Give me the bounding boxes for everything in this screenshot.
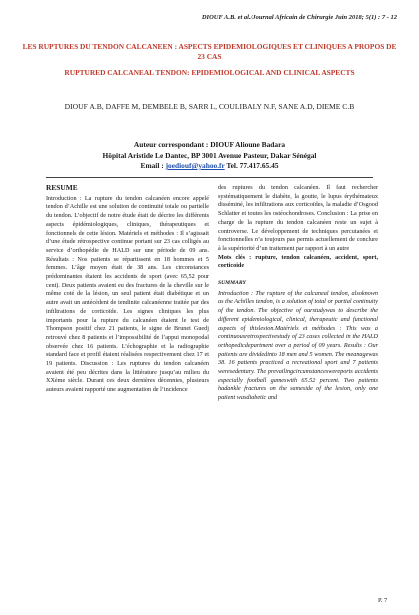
corresponding-author: Auteur correspondant : DIOUF Alioune Badara [133,140,286,149]
author-address: Hôpital Aristide Le Dantec, BP 3001 Avenue Pasteur, Dakar Sénégal [102,150,317,160]
email-link[interactable]: joediouf@yahoo.fr [165,161,225,170]
column-right [218,184,378,403]
title-block [20,42,399,78]
title-french: LES RUPTURES DU TENDON CALCANEEN : ASPECTS EPIDEMIOLOGIQUES ET CLINIQUES A PROPOS DE 23 CAS [22,42,397,61]
resume-text-part1: Introduction : La rupture du tendon calcanéen encore appelé tendon d’Achille est une solution de continuité totale ou partielle du tendon. L’objectif de notre étude était de décrire les différents aspects épidémiologiques, cliniques, thérapeutiques et fonctionnels de cette lésion. Matériels et méthodes : Il s’agissait d’une étude rétrospective continue portant sur 23 cas colligés au service d’orthopédie de HALD sur une période de 09 ans. Résultats : Nos patients se répartissent en 18 hommes et 5 femmes. L’âge moyen était de 38 ans. Les circonstances prédominantes étaient les accidents de sport (avec 65,52 pour cent). Deux patients avaient eu des fractures de la cheville sur le même coté de la lésion, un seul patient était diabétique et un autre avait un antécédent de tendinite calcanéenne traitée par des infiltrations de corticoïde. Les signes cliniques les plus importants pour la rupture du calcanéen étaient le test de Thompson positif chez 21 patients, le signe de Brunet Guedj retrouvé chez 8 patients et l’impossibilité de l’appui monopodal observée chez 16 patients. L’échographie et la radiographie standard face et profil étaient réalisées respectivement chez 17 et 19 patients. Discussion : Les ruptures du tendon calcanéen avaient été peu décrites dans la littérature jusqu’au milieu du XXème siècle. Durant ces deux dernières décennies, plusieurs auteurs avaient rapporté une augmentation de l’incidence [46,194,209,394]
keywords: Mots clés : rupture, tendon calcanéen, accident, sport, corticoide [218,253,378,270]
column-left [46,184,209,395]
header-divider [46,177,373,178]
contact-line [22,161,397,172]
resume-text-part2: des ruptures du tendon calcanéen. Il faut rechercher systématiquement le diabète, la goutte, le lupus érythémateux disséminé, les infiltrations aux corticoïdes, la maladie d’Osgood Schlatter et toutes les ostéochondroses. Conclusion : La prise en charge de la rupture du tendon calcanéen reste un sujet à controverse. Le développement de techniques percutanées et fonctionnelles n’a toujours pas permis actuellement de conclure à la supériorité d’un traitement par rapport à un autre [218,184,378,252]
page-number: P. 7 [378,597,388,604]
running-head: DIOUF A.B. et al./Journal Africain de Chirurgie Juin 2018; 5(1) : 7 - 12 [201,14,397,21]
resume-heading: RESUME [46,183,78,192]
author-list: DIOUF A.B, DAFFE M, DEMBELE B, SARR L, COULIBALY N.F, SANE A.D, DIEME C.B [64,102,355,111]
title-english: RUPTURED CALCANEAL TENDON: EPIDEMIOLOGICAL AND CLINICAL ASPECTS [64,68,355,77]
summary-text: Introduction : The rupture of the calcaneal tendon, alsoknown as the Achilles tendon, is a solution of total or partial continuity of the tendon. The objective of ourstudywas to describe the different epidemiological, clinical, therapeutic and functional aspects of thislesion.Matériels et méthodes : This was a continuousretrospectivestudy of 23 cases collected in the HALD orthopedicdepartment over a period of 09 years. Results : Our patients are dividedinto 18 men and 5 women. The meanagewas 38. 16 patients practiced a recreational sport and 7 patients weresedentary. The prevailingcircumstanceswereports accidents especially football gameswith 65.52 percent. Two patients hadankle fractures on the sameside of the lesion, only one patient wasdiabetic and [218,289,378,402]
correspondence-block [22,140,397,172]
phone-number: Tel. 77.417.65.45 [226,161,279,170]
summary-heading: SUMMARY [218,280,246,287]
email-label: Email : [140,161,164,170]
